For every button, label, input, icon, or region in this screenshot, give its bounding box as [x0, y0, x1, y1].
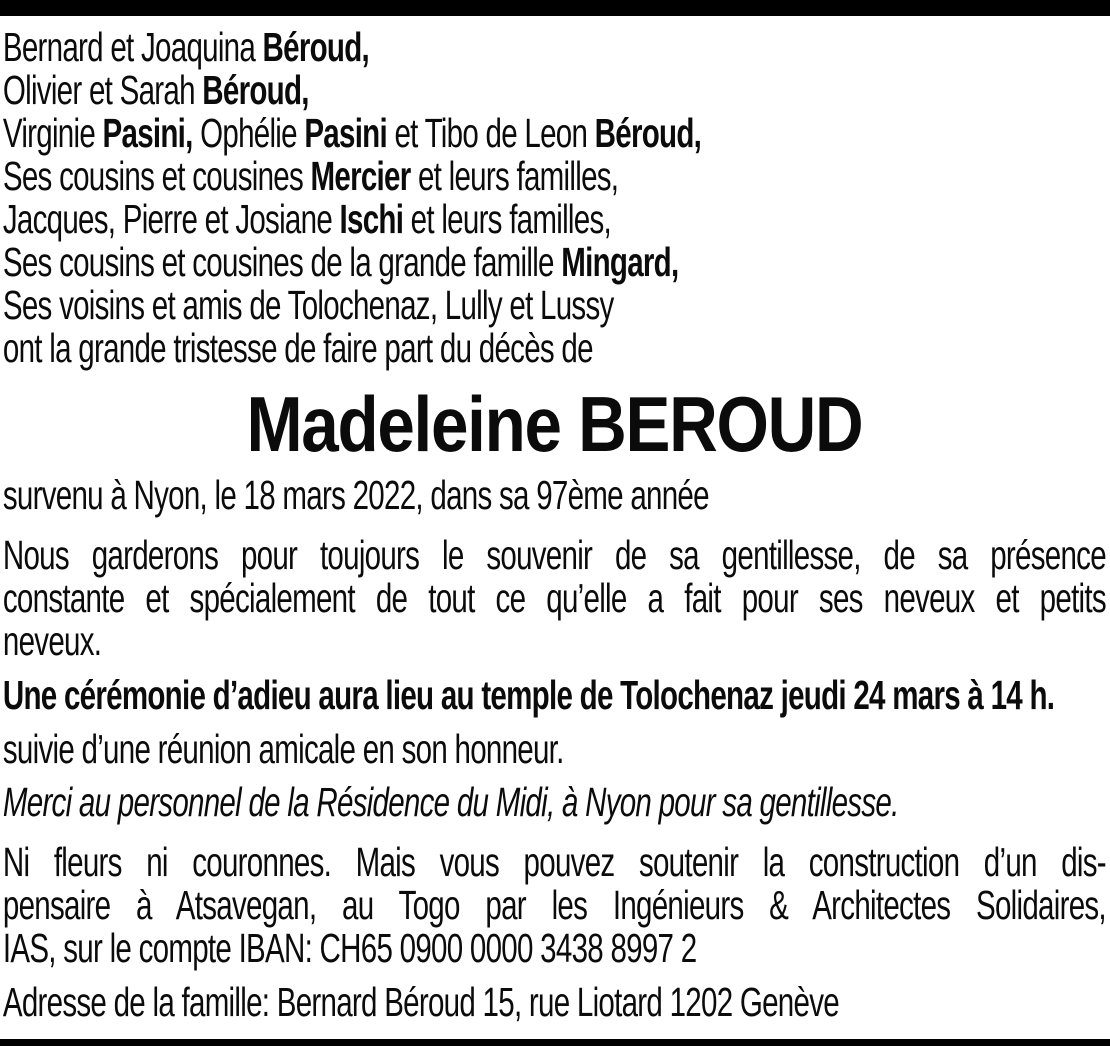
top-border-rule: [0, 0, 1110, 16]
death-date-line: survenu à Nyon, le 18 mars 2022, dans sa 97ème année: [2, 472, 709, 518]
text-line: [3, 620, 1106, 663]
text-segment: et leurs familles,: [410, 153, 619, 199]
family-intro-list: [3, 26, 1106, 370]
notice-content: [0, 16, 1106, 1024]
family-surname-bold: Ischi: [339, 196, 404, 242]
text-segment: Ophélie: [192, 110, 305, 156]
text-line: [3, 284, 1106, 327]
text-segment: Virginie: [2, 110, 103, 156]
text-segment: et Tibo de Leon: [386, 110, 595, 156]
text-line: [3, 577, 1106, 620]
family-surname-bold: Béroud,: [594, 110, 702, 156]
text-segment: et leurs familles,: [403, 196, 611, 242]
text-line: [3, 26, 1106, 69]
family-surname-bold: Pasini,: [102, 110, 193, 156]
text-segment: IAS, sur le compte IBAN: CH65 0900 0000 3438 8997 2: [2, 925, 697, 971]
text-line: [3, 534, 1106, 577]
text-line: [3, 241, 1106, 284]
bottom-border-rule: [0, 1039, 1110, 1046]
text-segment: constante et spécialement de tout ce qu’elle a fait pour ses neveux et petits: [2, 575, 1106, 621]
text-line: [3, 112, 1106, 155]
family-surname-bold: Mingard,: [561, 239, 679, 285]
text-line: [3, 927, 1106, 970]
deceased-name-title: Madeleine BEROUD: [246, 380, 863, 468]
memory-paragraph: [3, 534, 1106, 663]
text-segment: Ni fleurs ni couronnes. Mais vous pouvez soutenir la construction d’un dis-: [2, 839, 1106, 885]
text-line: [3, 69, 1106, 112]
text-segment: Ses cousins et cousines: [2, 153, 311, 199]
ceremony-announcement-line: Une cérémonie d’adieu aura lieu au temple de Tolochenaz jeudi 24 mars à 14 h.: [2, 672, 1055, 718]
family-surname-bold: Béroud,: [262, 24, 370, 70]
text-segment: Nous garderons pour toujours le souvenir de sa gentillesse, de sa présence: [2, 532, 1106, 578]
family-surname-bold: Pasini: [304, 110, 387, 156]
donation-paragraph: [3, 841, 1106, 970]
text-segment: Jacques, Pierre et Josiane: [2, 196, 340, 242]
text-segment: pensaire à Atsavegan, au Togo par les Ingénieurs & Architectes Solidaires,: [2, 882, 1106, 928]
text-line: [3, 155, 1106, 198]
text-line: [3, 841, 1106, 884]
thanks-line: Merci au personnel de la Résidence du Midi, à Nyon pour sa gentillesse.: [2, 779, 899, 825]
reception-line: suivie d’une réunion amicale en son honneur.: [2, 726, 564, 772]
text-line: [3, 198, 1106, 241]
text-segment: Bernard et Joaquina: [2, 24, 263, 70]
text-segment: Olivier et Sarah: [2, 67, 203, 113]
text-segment: neveux.: [2, 618, 102, 664]
text-line: [3, 327, 1106, 370]
family-surname-bold: Mercier: [310, 153, 411, 199]
family-surname-bold: Béroud,: [202, 67, 309, 113]
text-segment: Ses voisins et amis de Tolochenaz, Lully et Lussy: [2, 282, 614, 328]
text-line: [3, 884, 1106, 927]
text-segment: Ses cousins et cousines de la grande famille: [2, 239, 562, 285]
text-segment: ont la grande tristesse de faire part du décès de: [2, 325, 593, 371]
family-address-line: Adresse de la famille: Bernard Béroud 15, rue Liotard 1202 Genève: [2, 979, 839, 1025]
